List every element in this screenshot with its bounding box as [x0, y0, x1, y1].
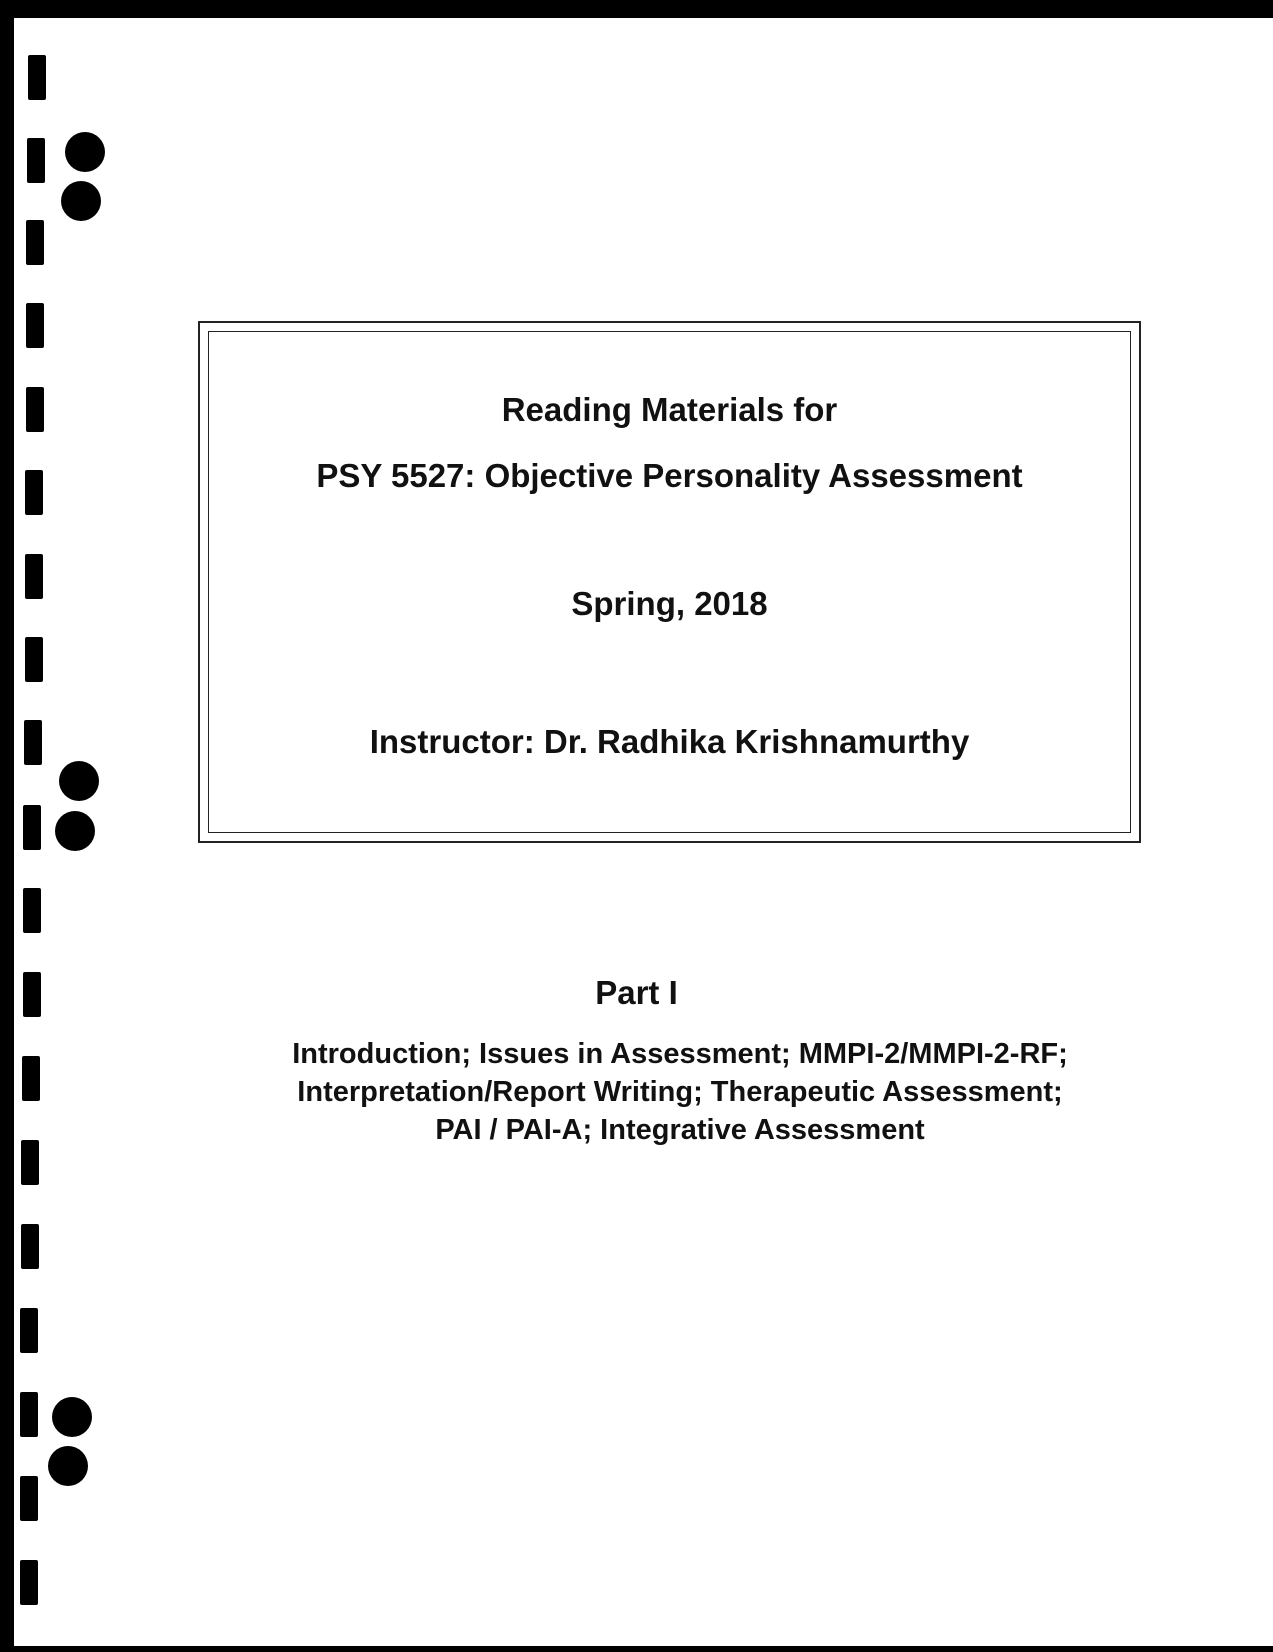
binding-slot	[20, 1476, 38, 1521]
term: Spring, 2018	[571, 585, 768, 622]
binding-hole	[65, 132, 105, 172]
binding-slot	[22, 1056, 40, 1101]
scan-bottom-edge	[0, 1646, 1273, 1652]
course-title: PSY 5527: Objective Personality Assessment	[316, 457, 1023, 494]
binding-slot	[21, 1140, 39, 1185]
part-title: Part I	[595, 974, 678, 1011]
binding-slot	[25, 554, 43, 599]
title-frame	[198, 321, 1141, 843]
instructor: Instructor: Dr. Radhika Krishnamurthy	[369, 723, 970, 760]
scan-left-edge	[0, 0, 14, 1652]
binding-slot	[21, 1224, 39, 1269]
binding-slot	[25, 470, 43, 515]
scan-top-edge	[0, 0, 1273, 18]
binding-slot	[28, 55, 46, 100]
binding-slot	[23, 888, 41, 933]
binding-slot	[26, 303, 44, 348]
binding-slot	[20, 1560, 38, 1605]
binding-hole	[55, 811, 95, 851]
topics-line: Introduction; Issues in Assessment; MMPI-2/MMPI-2-RF;	[292, 1038, 1068, 1070]
topics-line: Interpretation/Report Writing; Therapeutic Assessment;	[297, 1076, 1063, 1108]
binding-hole	[48, 1446, 88, 1486]
binding-hole	[59, 761, 99, 801]
binding-slot	[25, 637, 43, 682]
binding-slot	[26, 387, 44, 432]
binding-slot	[20, 1392, 38, 1437]
binding-slot	[24, 720, 42, 765]
binding-hole	[52, 1397, 92, 1437]
topics-line: PAI / PAI-A; Integrative Assessment	[435, 1114, 925, 1146]
binding-slot	[27, 138, 45, 183]
title-line-1: Reading Materials for	[501, 391, 838, 428]
binding-slot	[26, 220, 44, 265]
binding-slot	[20, 1308, 38, 1353]
topics-list	[180, 1035, 1180, 1149]
binding-hole	[61, 181, 101, 221]
binding-slot	[23, 805, 41, 850]
